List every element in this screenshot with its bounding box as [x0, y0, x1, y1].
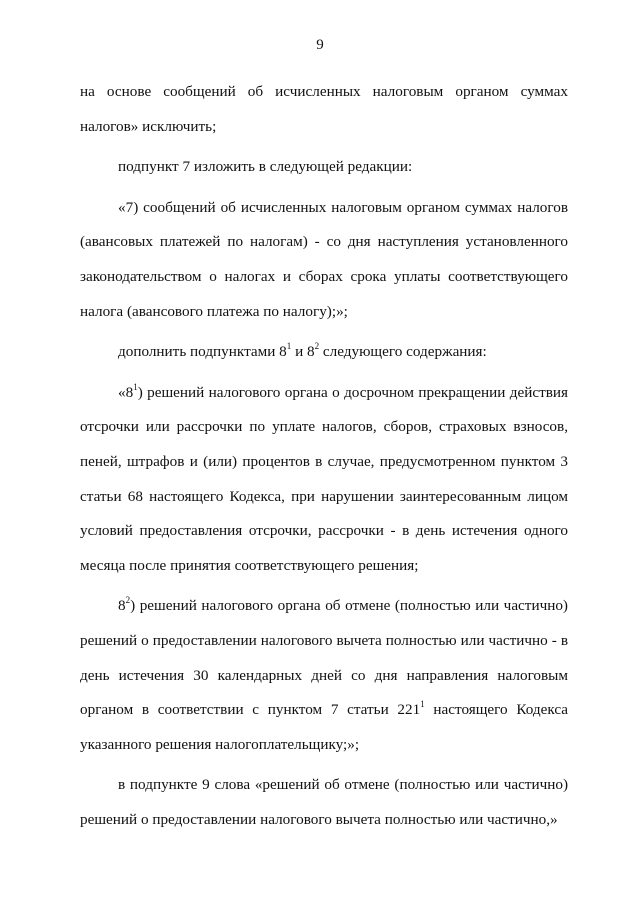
superscript: 2 [125, 595, 131, 606]
paragraph-subitem-7-text: «7) сообщений об исчисленных налоговым органом суммах налогов (авансовых платежей по налогам) - со дня наступления установленного законодательством о налогах и сборах срока уплаты соответствующего налога (авансового платежа по налогу);»; [80, 198, 568, 320]
superscript: 2 [314, 341, 320, 352]
document-body [80, 75, 568, 837]
superscript: 1 [133, 381, 138, 392]
paragraph-subitem-9: в подпункте 9 слова «решений об отмене (полностью или частично) решений о предоставлении налогового вычета полностью или частично,» [80, 776, 568, 828]
item-8-2-post: настоящего Кодекса указанного решения налогоплательщику;»; [80, 701, 568, 753]
paragraph-item-8-2 [80, 589, 568, 762]
paragraph-item-8-1 [80, 376, 568, 584]
supplement-text-pre: дополнить подпунктами 8 [118, 343, 287, 361]
supplement-text-mid: и 8 [291, 343, 315, 361]
paragraph-supplement [80, 335, 568, 370]
paragraph-subitem-7-intro: подпункт 7 изложить в следующей редакции: [118, 158, 413, 176]
superscript: 1 [420, 699, 425, 710]
paragraph-continuation: на основе сообщений об исчисленных налоговым органом суммах налогов» исключить; [80, 83, 568, 135]
item-8-2-text: ) решений налогового органа об отмене (полностью или частично) решений о предоставлении налогового вычета полностью или частично - в день истечения 30 календарных дней со дня направления налоговым органом в соответствии с пунктом 7 статьи 221 [80, 597, 568, 719]
item-8-1-text: ) решений налогового органа о досрочном прекращении действия отсрочки или рассрочки по уплате налогов, сборов, страховых взносов, пеней, штрафов и (или) процентов в случае, предусмотренном пунктом 3 статьи 68 настоящего Кодекса, при нарушении заинтересованным лицом условий предоставления отсрочки, рассрочки - в день истечения одного месяца после принятия соответствующего решения; [80, 383, 568, 574]
item-8-1-pre: «8 [118, 383, 134, 401]
page-number: 9 [316, 37, 324, 53]
supplement-text-post: следующего содержания: [319, 343, 487, 361]
item-8-2-pre: 8 [118, 597, 126, 615]
superscript: 1 [286, 341, 292, 352]
